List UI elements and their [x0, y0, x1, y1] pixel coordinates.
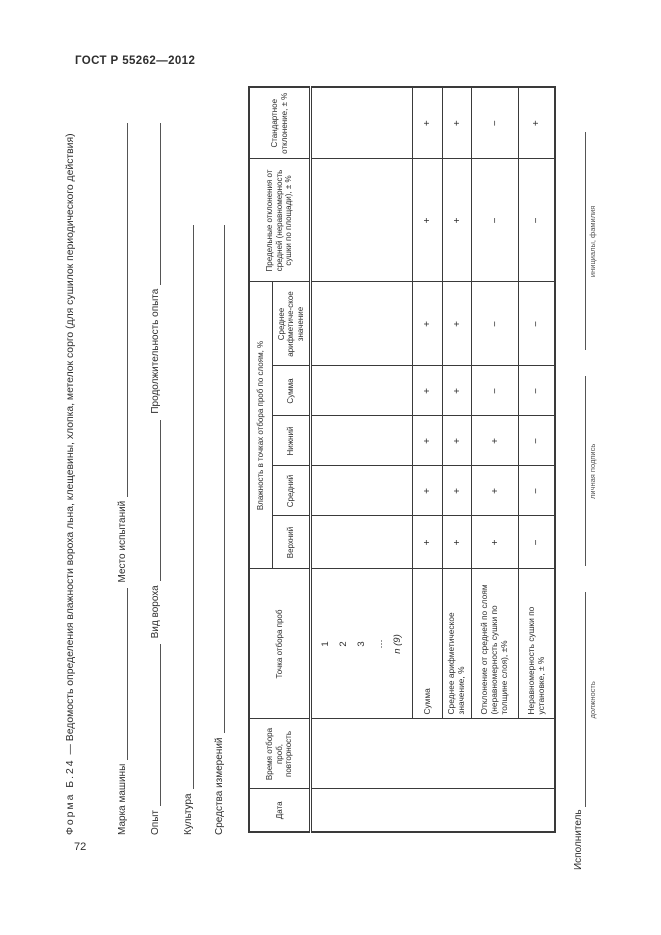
row-label-layer-deviation: Отклонение от средней по слоям (неравномерность сушки по толщине слоя), ±% — [472, 569, 519, 719]
th-std-deviation: Стандартное отклонение, ± % — [249, 87, 311, 159]
empty-cell — [311, 159, 413, 282]
empty-cell — [311, 87, 413, 159]
signature-underline — [573, 376, 586, 566]
date-cell-empty — [311, 789, 556, 832]
mark-cell: + — [413, 366, 443, 416]
page-number: 72 — [74, 841, 87, 853]
form-title-text: — Ведомость определения влажности вороха льна, клещевины, хлопка, метелок сорго (для сушилок периодического действия) — [65, 133, 76, 755]
time-cell-empty — [311, 719, 556, 789]
point-1: 1 — [320, 641, 331, 647]
place-underline — [115, 123, 128, 497]
mark-cell: + — [413, 416, 443, 466]
th-layer-top: Верхний — [273, 516, 311, 569]
culture-underline — [181, 225, 194, 789]
mark-cell: + — [443, 516, 472, 569]
th-layer-mean: Среднее арифметиче-ское значение — [273, 282, 311, 366]
duration-underline — [148, 123, 161, 285]
row-label-sum: Сумма — [413, 569, 443, 719]
duration-label: Продолжительность опыта — [150, 288, 161, 414]
mark-cell: − — [472, 366, 519, 416]
point-n: n (9) — [392, 634, 403, 654]
signature-sublabel: личная подпись — [588, 443, 597, 500]
mark-cell: − — [519, 416, 556, 466]
mark-cell: + — [519, 87, 556, 159]
place-label: Место испытаний — [117, 500, 128, 583]
empty-cell — [311, 466, 413, 516]
form-line-3 — [181, 225, 194, 835]
mark-cell: + — [443, 282, 472, 366]
mark-cell: − — [519, 516, 556, 569]
signature-block-signature — [573, 376, 597, 566]
name-underline — [573, 132, 586, 350]
moisture-table — [248, 86, 556, 833]
th-time: Время отбора проб, повторность — [249, 719, 311, 789]
point-3: 3 — [356, 641, 367, 647]
mark-cell: + — [472, 416, 519, 466]
position-sublabel: должность — [588, 681, 597, 719]
empty-cell — [311, 366, 413, 416]
th-layer-sum: Сумма — [273, 366, 311, 416]
th-layer-bottom: Нижний — [273, 416, 311, 466]
machine-label: Марка машины — [117, 763, 128, 835]
th-sampling-point: Точка отбора проб — [249, 569, 311, 719]
standard-number: ГОСТ Р 55262—2012 — [75, 55, 196, 67]
sampling-points-cell — [311, 569, 413, 719]
empty-cell — [311, 416, 413, 466]
executor-line — [573, 99, 597, 870]
point-2: 2 — [338, 641, 349, 647]
form-title — [65, 85, 76, 835]
culture-label: Культура — [183, 793, 194, 835]
mark-cell: + — [472, 466, 519, 516]
th-limit-deviation: Предельные отклонения от средней (неравномерность сушки по площади), ± % — [249, 159, 311, 282]
mark-cell: − — [472, 159, 519, 282]
mark-cell: − — [519, 366, 556, 416]
position-underline — [573, 592, 586, 807]
heap-kind-underline — [148, 420, 161, 582]
mark-cell: − — [472, 282, 519, 366]
mark-cell: + — [443, 466, 472, 516]
mark-cell: + — [443, 416, 472, 466]
row-label-mean: Среднее арифметическое значение, % — [443, 569, 472, 719]
mark-cell: − — [519, 159, 556, 282]
instruments-underline — [212, 225, 225, 733]
rotated-form — [65, 85, 660, 880]
mark-cell: + — [443, 87, 472, 159]
mark-cell: − — [519, 282, 556, 366]
experiment-underline — [148, 644, 161, 806]
form-title-prefix: Форма Б.24 — [65, 758, 76, 835]
name-sublabel: инициалы, фамилия — [588, 205, 597, 278]
mark-cell: + — [413, 282, 443, 366]
mark-cell: + — [413, 87, 443, 159]
row-label-unevenness: Неравномерность сушки по установке, ± % — [519, 569, 556, 719]
empty-cell — [311, 282, 413, 366]
form-line-1 — [115, 123, 128, 835]
mark-cell: + — [413, 159, 443, 282]
th-date: Дата — [249, 789, 311, 832]
mark-cell: + — [472, 516, 519, 569]
instruments-label: Средства измерений — [214, 737, 225, 835]
mark-cell: + — [413, 516, 443, 569]
empty-cell — [311, 516, 413, 569]
signature-block-name — [573, 132, 597, 350]
moisture-table-wrapper — [248, 86, 556, 833]
form-line-2 — [148, 123, 161, 835]
machine-underline — [115, 588, 128, 759]
point-ellipsis: … — [374, 639, 385, 649]
experiment-label: Опыт — [150, 810, 161, 835]
th-layer-middle: Средний — [273, 466, 311, 516]
executor-label: Исполнитель — [573, 809, 584, 870]
mark-cell: + — [413, 466, 443, 516]
heap-kind-label: Вид вороха — [150, 585, 161, 639]
form-line-4 — [212, 225, 225, 835]
mark-cell: + — [443, 159, 472, 282]
th-moisture-group: Влажность в точках отбора проб по слоям, % — [249, 282, 273, 569]
mark-cell: − — [519, 466, 556, 516]
mark-cell: − — [472, 87, 519, 159]
signature-block-position — [573, 592, 597, 807]
mark-cell: + — [443, 366, 472, 416]
